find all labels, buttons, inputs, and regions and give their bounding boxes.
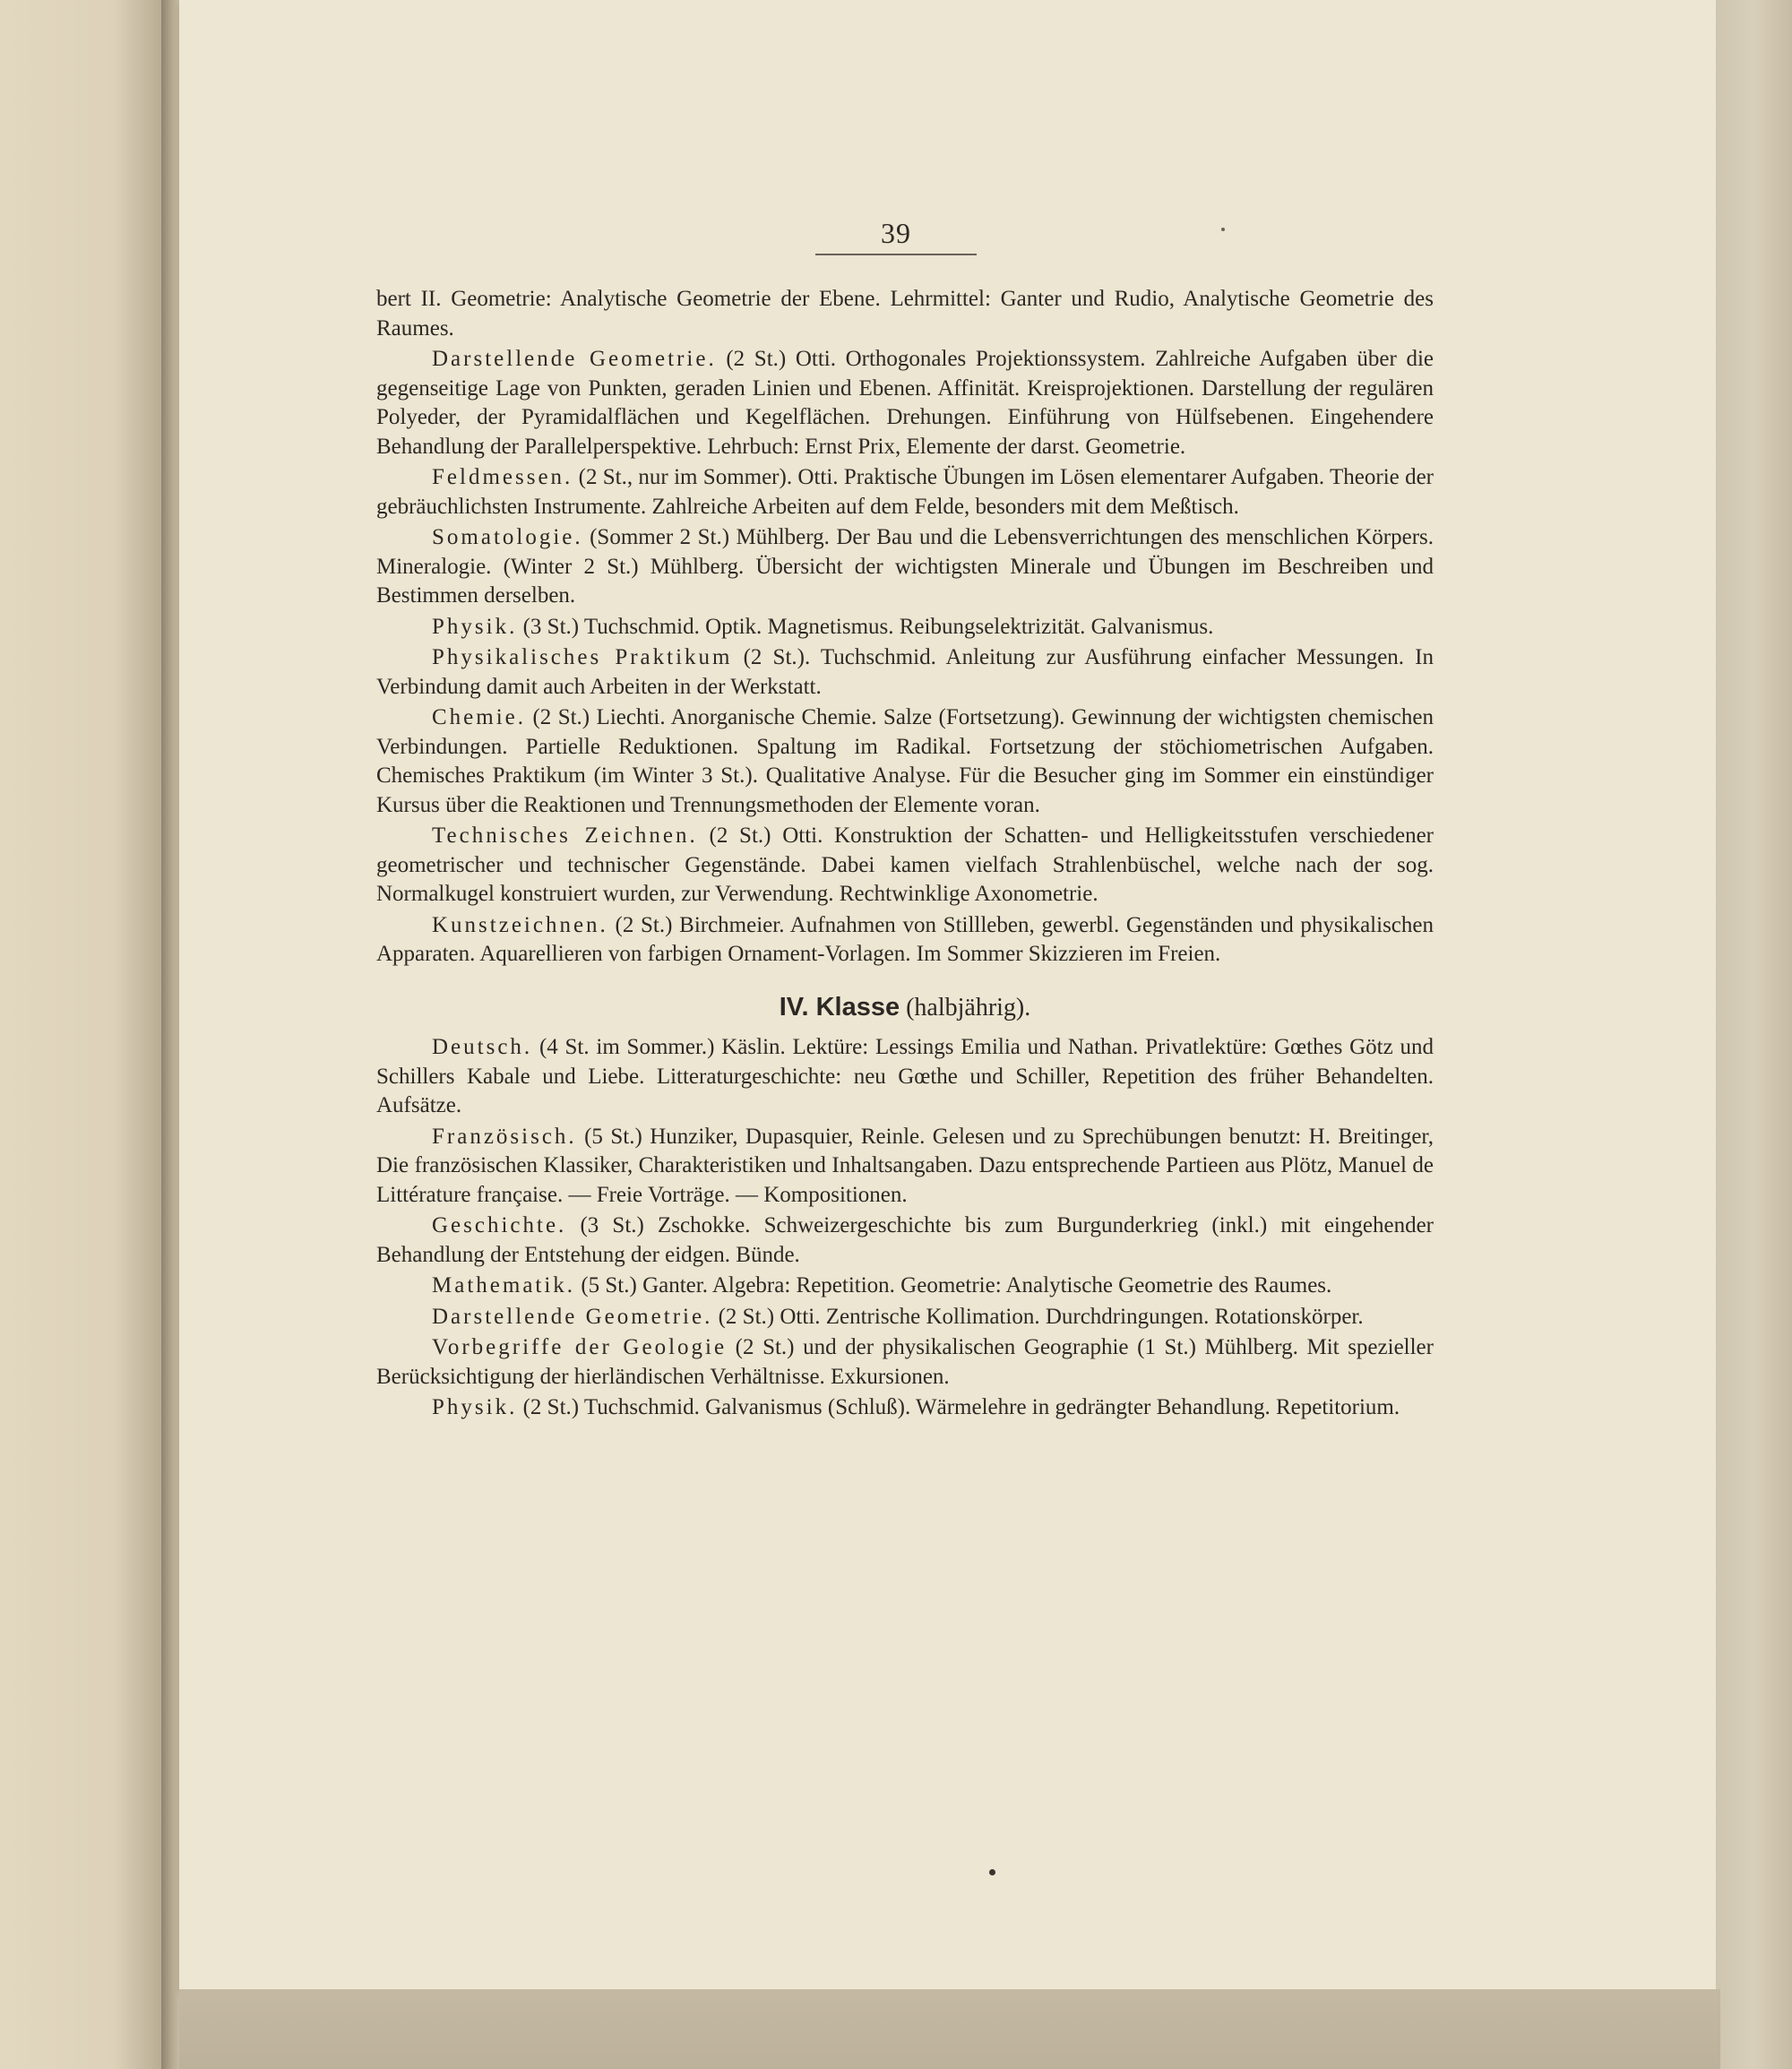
subject-name: Physik. [432,614,518,639]
subject-paragraph [376,285,1434,343]
subject-description: (2 St.) Liechti. Anorganische Chemie. Salze (Fortsetzung). Gewinnung der wichtigsten chemischen Verbindungen. Partielle Reduktionen. Spaltung im Radikal. Fortsetzung der stöchiometrischen Aufgaben. Chemisches Praktikum (im Winter 3 St.). Qualitative Analyse. Für die Besucher ging im Sommer ein einstündiger Kursus über die Reaktionen und Trennungsmethoden der Elemente voran. [376,705,1434,817]
page-speck [1221,228,1225,231]
subject-paragraph [376,463,1434,522]
subject-paragraph [376,1033,1434,1121]
subject-description: (3 St.) Zschokke. Schweizergeschichte bis zum Burgunderkrieg (inkl.) mit eingehender Behandlung der Entstehung der eidgen. Bünde. [376,1213,1434,1267]
subject-description: (2 St.) Otti. Orthogonales Projektionssystem. Zahlreiche Aufgaben über die gegenseitige Lage von Punkten, geraden Linien und Ebenen. Affinität. Kreisprojektionen. Darstellung der regulären Polyeder, der Pyramidalflächen und Kegelflächen. Drehungen. Einführung von Hülfsebenen. Eingehendere Behandlung der Parallelperspektive. Lehrbuch: Ernst Prix, Elemente der darst. Geometrie. [376,347,1434,459]
subject-paragraph [376,1393,1434,1423]
subject-description: (2 St.). Tuchschmid. Anleitung zur Ausführung einfacher Messungen. In Verbindung damit auch Arbeiten in der Werkstatt. [376,645,1434,699]
bottom-page-edge [179,1989,1720,2069]
subject-paragraph [376,1123,1434,1211]
subject-name: Chemie. [432,705,527,729]
subject-description: (5 St.) Ganter. Algebra: Repetition. Geometrie: Analytische Geometrie des Raumes. [575,1273,1332,1297]
subject-paragraph [376,643,1434,702]
left-page-edge [0,0,161,2069]
subject-paragraph [376,345,1434,461]
subject-paragraph [376,1272,1434,1301]
subject-paragraph [376,523,1434,611]
subject-description: (3 St.) Tuchschmid. Optik. Magnetismus. Reibungselektrizität. Galvanismus. [517,614,1214,639]
subject-name: Physikalisches Praktikum [432,645,733,669]
class-iv-subjects [376,1033,1434,1423]
page-number: 39 [881,217,911,249]
subject-name: Vorbegriffe der Geologie [432,1335,728,1359]
subject-description: (Sommer 2 St.) Mühlberg. Der Bau und die Lebensverrichtungen des menschlichen Körpers. Mineralogie. (Winter 2 St.) Mühlberg. Übersicht der wichtigsten Minerale und Übungen im Beschreiben und Bestimmen derselben. [376,525,1434,608]
subject-description: (2 St.) Otti. Konstruktion der Schatten- und Helligkeitsstufen verschiedener geometrischer und technischer Gegenstände. Dabei kamen vielfach Strahlenbüschel, welche nach der sog. Normalkugel konstruiert wurden, zur Verwendung. Rechtwinklige Axonometrie. [376,823,1434,906]
subject-paragraph [376,703,1434,820]
subject-name: Technisches Zeichnen. [432,823,698,848]
subject-name: Deutsch. [432,1035,533,1059]
subject-description: (5 St.) Hunziker, Dupasquier, Reinle. Gelesen und zu Sprechübungen benutzt: H. Breitinger, Die französischen Klassiker, Charakteristiken und Inhaltsangaben. Dazu entsprechende Partieen aus Plötz, Manuel de Littérature française. — Freie Vorträge. — Kompositionen. [376,1124,1434,1207]
header-rule [815,254,977,255]
subject-description: (2 St.) Tuchschmid. Galvanismus (Schluß). Wärmelehre in gedrängter Behandlung. Repetitorium. [517,1395,1400,1419]
page-mark [989,1869,995,1875]
section-subtitle: (halbjährig). [900,993,1031,1022]
subject-description: (4 St. im Sommer.) Käslin. Lektüre: Lessings Emilia und Nathan. Privatlektüre: Gœthes Götz und Schillers Kabale und Liebe. Litteraturgeschichte: neu Gœthe und Schiller, Repetition des früher Behandelten. Aufsätze. [376,1035,1434,1117]
class-iii-subjects [376,285,1434,970]
subject-paragraph [376,911,1434,970]
subject-paragraph [376,822,1434,909]
subject-name: Kunstzeichnen. [432,912,608,937]
body-text [376,285,1434,1425]
subject-name: Feldmessen. [432,465,573,489]
subject-name: Darstellende Geometrie. [432,347,717,371]
subject-name: Physik. [432,1395,518,1419]
subject-description: (2 St.) und der physikalischen Geographie (1 St.) Mühlberg. Mit spezieller Berücksichtigung der hierländischen Verhältnisse. Exkursionen. [376,1335,1434,1389]
subject-name: Darstellende Geometrie. [432,1304,713,1329]
right-page-stack-edge [1716,0,1792,2069]
subject-paragraph [376,613,1434,642]
subject-name: Französisch. [432,1124,577,1149]
subject-description: (2 St.) Otti. Zentrische Kollimation. Durchdringungen. Rotationskörper. [712,1304,1364,1329]
page-header [815,217,977,255]
subject-name: Mathematik. [432,1273,576,1297]
subject-name: Somatologie. [432,525,583,549]
subject-paragraph [376,1303,1434,1332]
subject-paragraph [376,1211,1434,1270]
subject-description: bert II. Geometrie: Analytische Geometrie der Ebene. Lehrmittel: Ganter und Rudio, Analytische Geometrie des Raumes. [376,287,1434,341]
subject-name: Geschichte. [432,1213,567,1237]
section-heading [376,993,1434,1023]
subject-description: (2 St., nur im Sommer). Otti. Praktische Übungen im Lösen elementarer Aufgaben. Theorie der gebräuchlichsten Instrumente. Zahlreiche Arbeiten auf dem Felde, besonders mit dem Meßtisch. [376,465,1434,519]
section-title: IV. Klasse [779,992,900,1022]
subject-description: (2 St.) Birchmeier. Aufnahmen von Stillleben, gewerbl. Gegenständen und physikalischen Apparaten. Aquarellieren von farbigen Ornament-Vorlagen. Im Sommer Skizzieren im Freien. [376,912,1434,966]
subject-paragraph [376,1333,1434,1392]
